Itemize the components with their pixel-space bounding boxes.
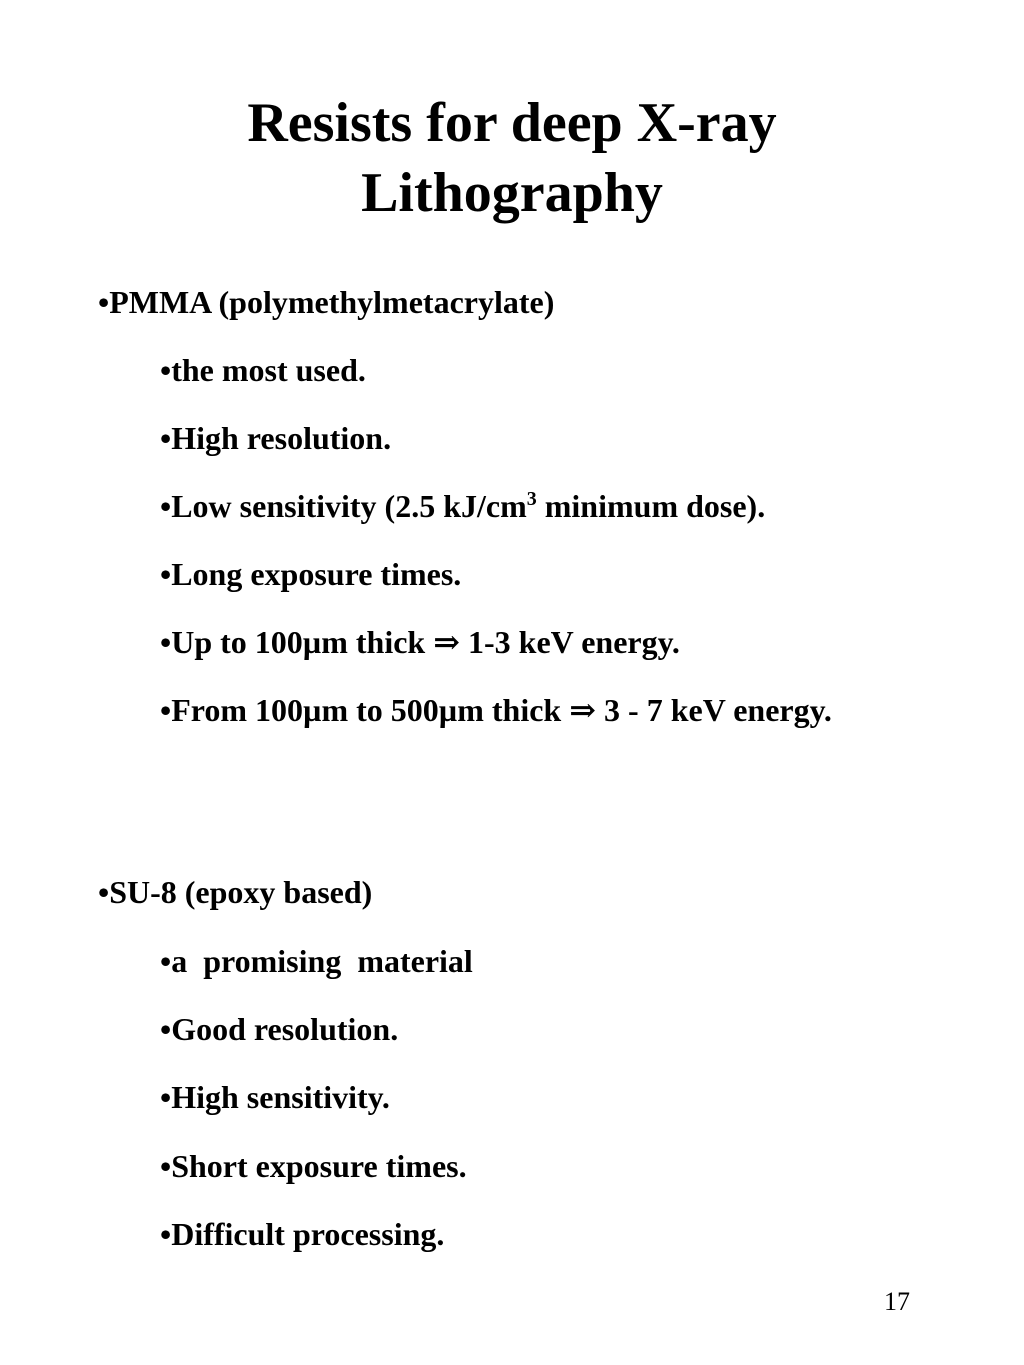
su8-heading-text: SU-8 (epoxy based) [109, 874, 373, 910]
slide-title [0, 88, 1024, 228]
pmma-item-text: the most used. [171, 352, 366, 388]
pmma-item-high-resolution [160, 416, 391, 460]
pmma-item-up-to-100um [160, 620, 680, 664]
slide-title-line-2: Lithography [361, 162, 663, 224]
bullet-glyph: • [160, 420, 172, 456]
bullet-glyph: • [160, 1148, 172, 1184]
bullet-glyph: • [160, 692, 172, 728]
bullet-su8-heading [98, 870, 372, 914]
pmma-item-text: Low sensitivity (2.5 kJ/cm [171, 488, 527, 524]
bullet-glyph: • [160, 556, 172, 592]
pmma-item-text: High resolution. [171, 420, 392, 456]
pmma-item-low-sensitivity [160, 484, 765, 528]
page-number: 17 [884, 1287, 910, 1316]
slide-title-line-1: Resists for deep X-ray [247, 92, 777, 154]
bullet-glyph: • [160, 488, 172, 524]
bullet-glyph: • [160, 1079, 172, 1115]
bullet-glyph: • [160, 1011, 172, 1047]
bullet-glyph: • [160, 1216, 172, 1252]
bullet-pmma-heading [98, 280, 554, 324]
pmma-heading-text: PMMA (polymethylmetacrylate) [109, 284, 555, 320]
unit-exponent: 3 [526, 488, 537, 510]
pmma-item-long-exposure [160, 552, 461, 596]
su8-item-text: a promising material [171, 943, 473, 979]
bullet-glyph: • [160, 352, 172, 388]
pmma-item-most-used [160, 348, 366, 392]
pmma-item-text: Long exposure times. [171, 556, 462, 592]
su8-item-high-sensitivity [160, 1075, 390, 1119]
su8-item-text: High sensitivity. [171, 1079, 390, 1115]
su8-item-text: Short exposure times. [171, 1148, 467, 1184]
bullet-glyph: • [160, 943, 172, 979]
pmma-item-text-suffix: minimum dose). [536, 488, 766, 524]
pmma-item-text: From 100µm to 500µm thick ⇒ 3 - 7 keV energy. [171, 692, 832, 728]
su8-item-promising [160, 939, 473, 983]
su8-item-text: Good resolution. [171, 1011, 399, 1047]
su8-item-good-resolution [160, 1007, 398, 1051]
su8-item-short-exposure [160, 1144, 467, 1188]
pmma-item-text: Up to 100µm thick ⇒ 1-3 keV energy. [171, 624, 680, 660]
su8-item-difficult-processing [160, 1212, 444, 1256]
bullet-glyph: • [98, 874, 110, 910]
pmma-item-100-to-500um [160, 688, 880, 732]
bullet-glyph: • [98, 284, 110, 320]
su8-item-text: Difficult processing. [171, 1216, 445, 1252]
bullet-glyph: • [160, 624, 172, 660]
